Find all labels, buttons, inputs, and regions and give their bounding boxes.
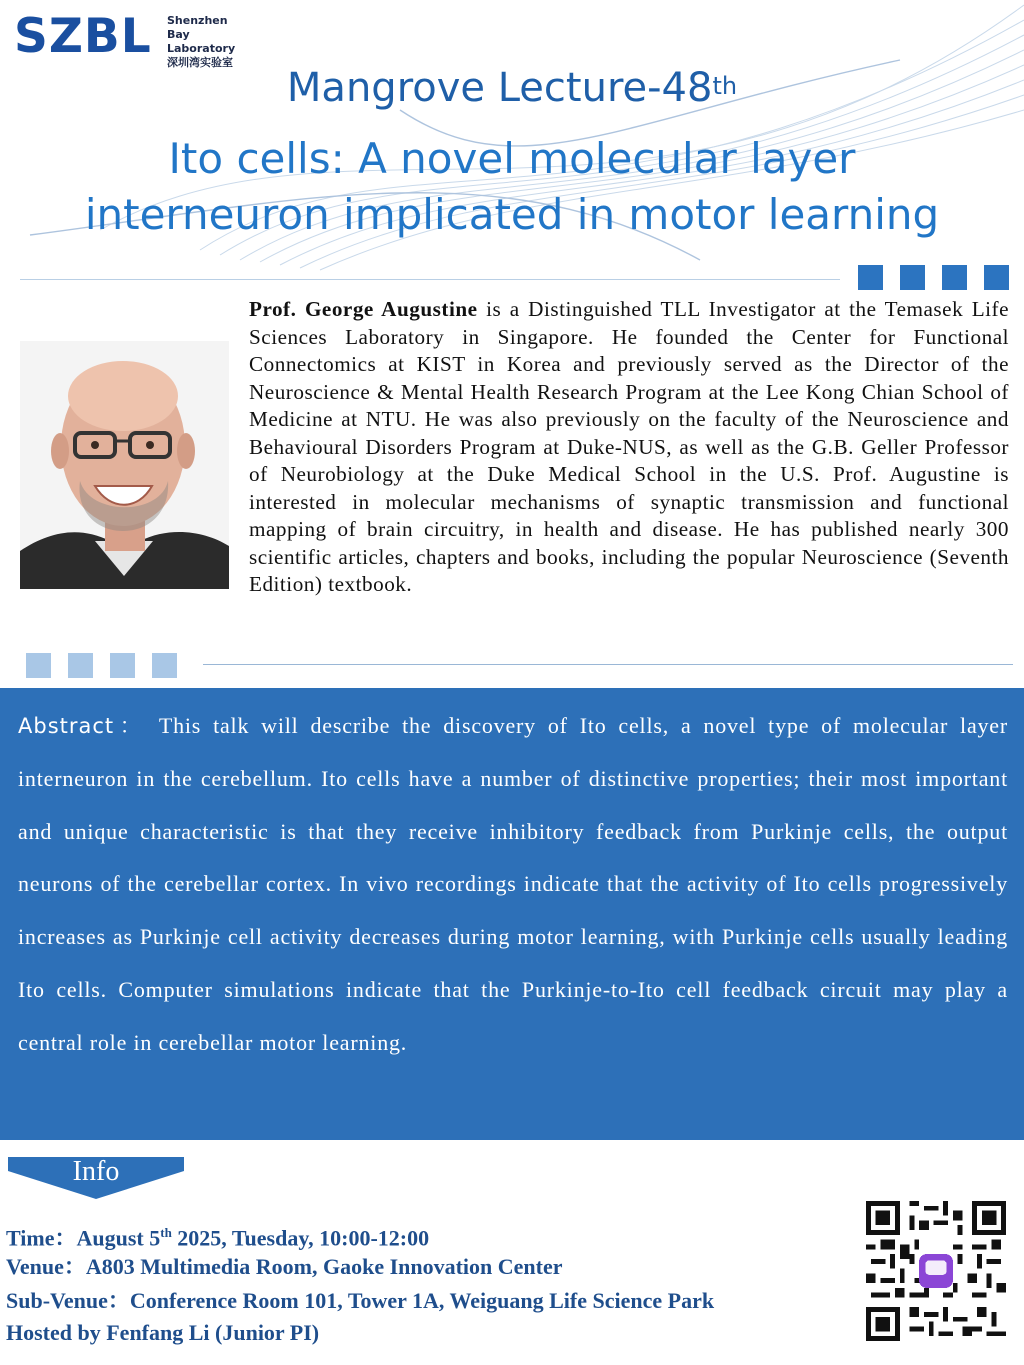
speaker-bio	[249, 296, 1009, 599]
speaker-photo	[20, 341, 229, 589]
time-label: Time：	[6, 1225, 77, 1251]
speaker-bio-text: is a Distinguished TLL Investigator at the Temasek Life Sciences Laboratory in Singapore. He founded the Center for Functional Connectomics at KIST in Korea and previously served as the Director of the Neuroscience & Mental Health Research Program at the Lee Kong Chian School of Medicine at NTU. He was also previously on the faculty of the Neuroscience and Behavioural Disorders Program at Duke-NUS, as well as the G.B. Geller Professor of Neurobiology at the Duke Medical School in the U.S. Prof. Augustine is interested in molecular mechanisms of synaptic transmission and functional mapping of brain circuitry, in health and disease. He has published nearly 300 scientific articles, chapters and books, including the popular Neuroscience (Seventh Edition) textbook.	[249, 297, 1009, 596]
divider-bio	[203, 664, 1013, 665]
time-value-date: August 5	[76, 1225, 161, 1251]
info-venue	[6, 1252, 563, 1282]
logo-line-1: Shenzhen Bay	[167, 14, 228, 41]
talk-title-line-1: Ito cells: A novel molecular layer	[168, 134, 856, 183]
series-title-suffix: th	[712, 72, 738, 100]
qr-code	[866, 1201, 1006, 1341]
talk-title-line-2: interneuron implicated in motor learning	[84, 190, 940, 239]
decor-square	[26, 653, 51, 678]
info-host: Hosted by Fenfang Li (Junior PI)	[6, 1320, 320, 1345]
info-time	[6, 1218, 429, 1253]
series-title-text: Mangrove Lecture-48	[286, 65, 713, 111]
time-value-rest: 2025, Tuesday, 10:00-12:00	[171, 1225, 430, 1251]
decor-square	[858, 265, 883, 290]
logo-line-2: Laboratory	[167, 42, 236, 55]
decor-square	[984, 265, 1009, 290]
info-subvenue	[6, 1286, 714, 1316]
info-tab	[8, 1157, 184, 1199]
abstract-label: Abstract：	[18, 714, 148, 738]
subvenue-value: Conference Room 101, Tower 1A, Weiguang Life Science Park	[129, 1288, 715, 1313]
venue-label: Venue：	[6, 1254, 86, 1279]
decor-square	[68, 653, 93, 678]
abstract-body: This talk will describe the discovery of Ito cells, a novel type of molecular layer interneuron in the cerebellum. Ito cells have a number of distinctive properties; their most important and unique characteristic is that they receive inhibitory feedback from Purkinje cells, the output neurons of the cerebellar cortex. In vivo recordings indicate that the activity of Ito cells progressively increases as Purkinje cell activity decreases during motor learning, with Purkinje cells usually leading Ito cells. Computer simulations indicate that the Purkinje-to-Ito cell feedback circuit may play a central role in cerebellar motor learning.	[18, 713, 1008, 1055]
subvenue-label: Sub-Venue：	[6, 1288, 130, 1313]
abstract-section	[0, 688, 1024, 1140]
decor-square	[942, 265, 967, 290]
series-title	[0, 62, 1024, 114]
abstract-text	[18, 700, 1008, 1070]
venue-value: A803 Multimedia Room, Gaoke Innovation Center	[85, 1254, 563, 1279]
decor-square	[152, 653, 177, 678]
logo-line-3: 深圳湾实验室	[167, 56, 233, 69]
time-value-sup: th	[160, 1225, 172, 1240]
speaker-name: Prof. George Augustine	[249, 297, 478, 321]
decor-square	[110, 653, 135, 678]
logo-mark: SZBL	[14, 9, 152, 64]
divider-top	[20, 279, 840, 280]
decor-square	[900, 265, 925, 290]
szbl-logo	[14, 9, 254, 69]
info-label: Info	[72, 1156, 120, 1187]
